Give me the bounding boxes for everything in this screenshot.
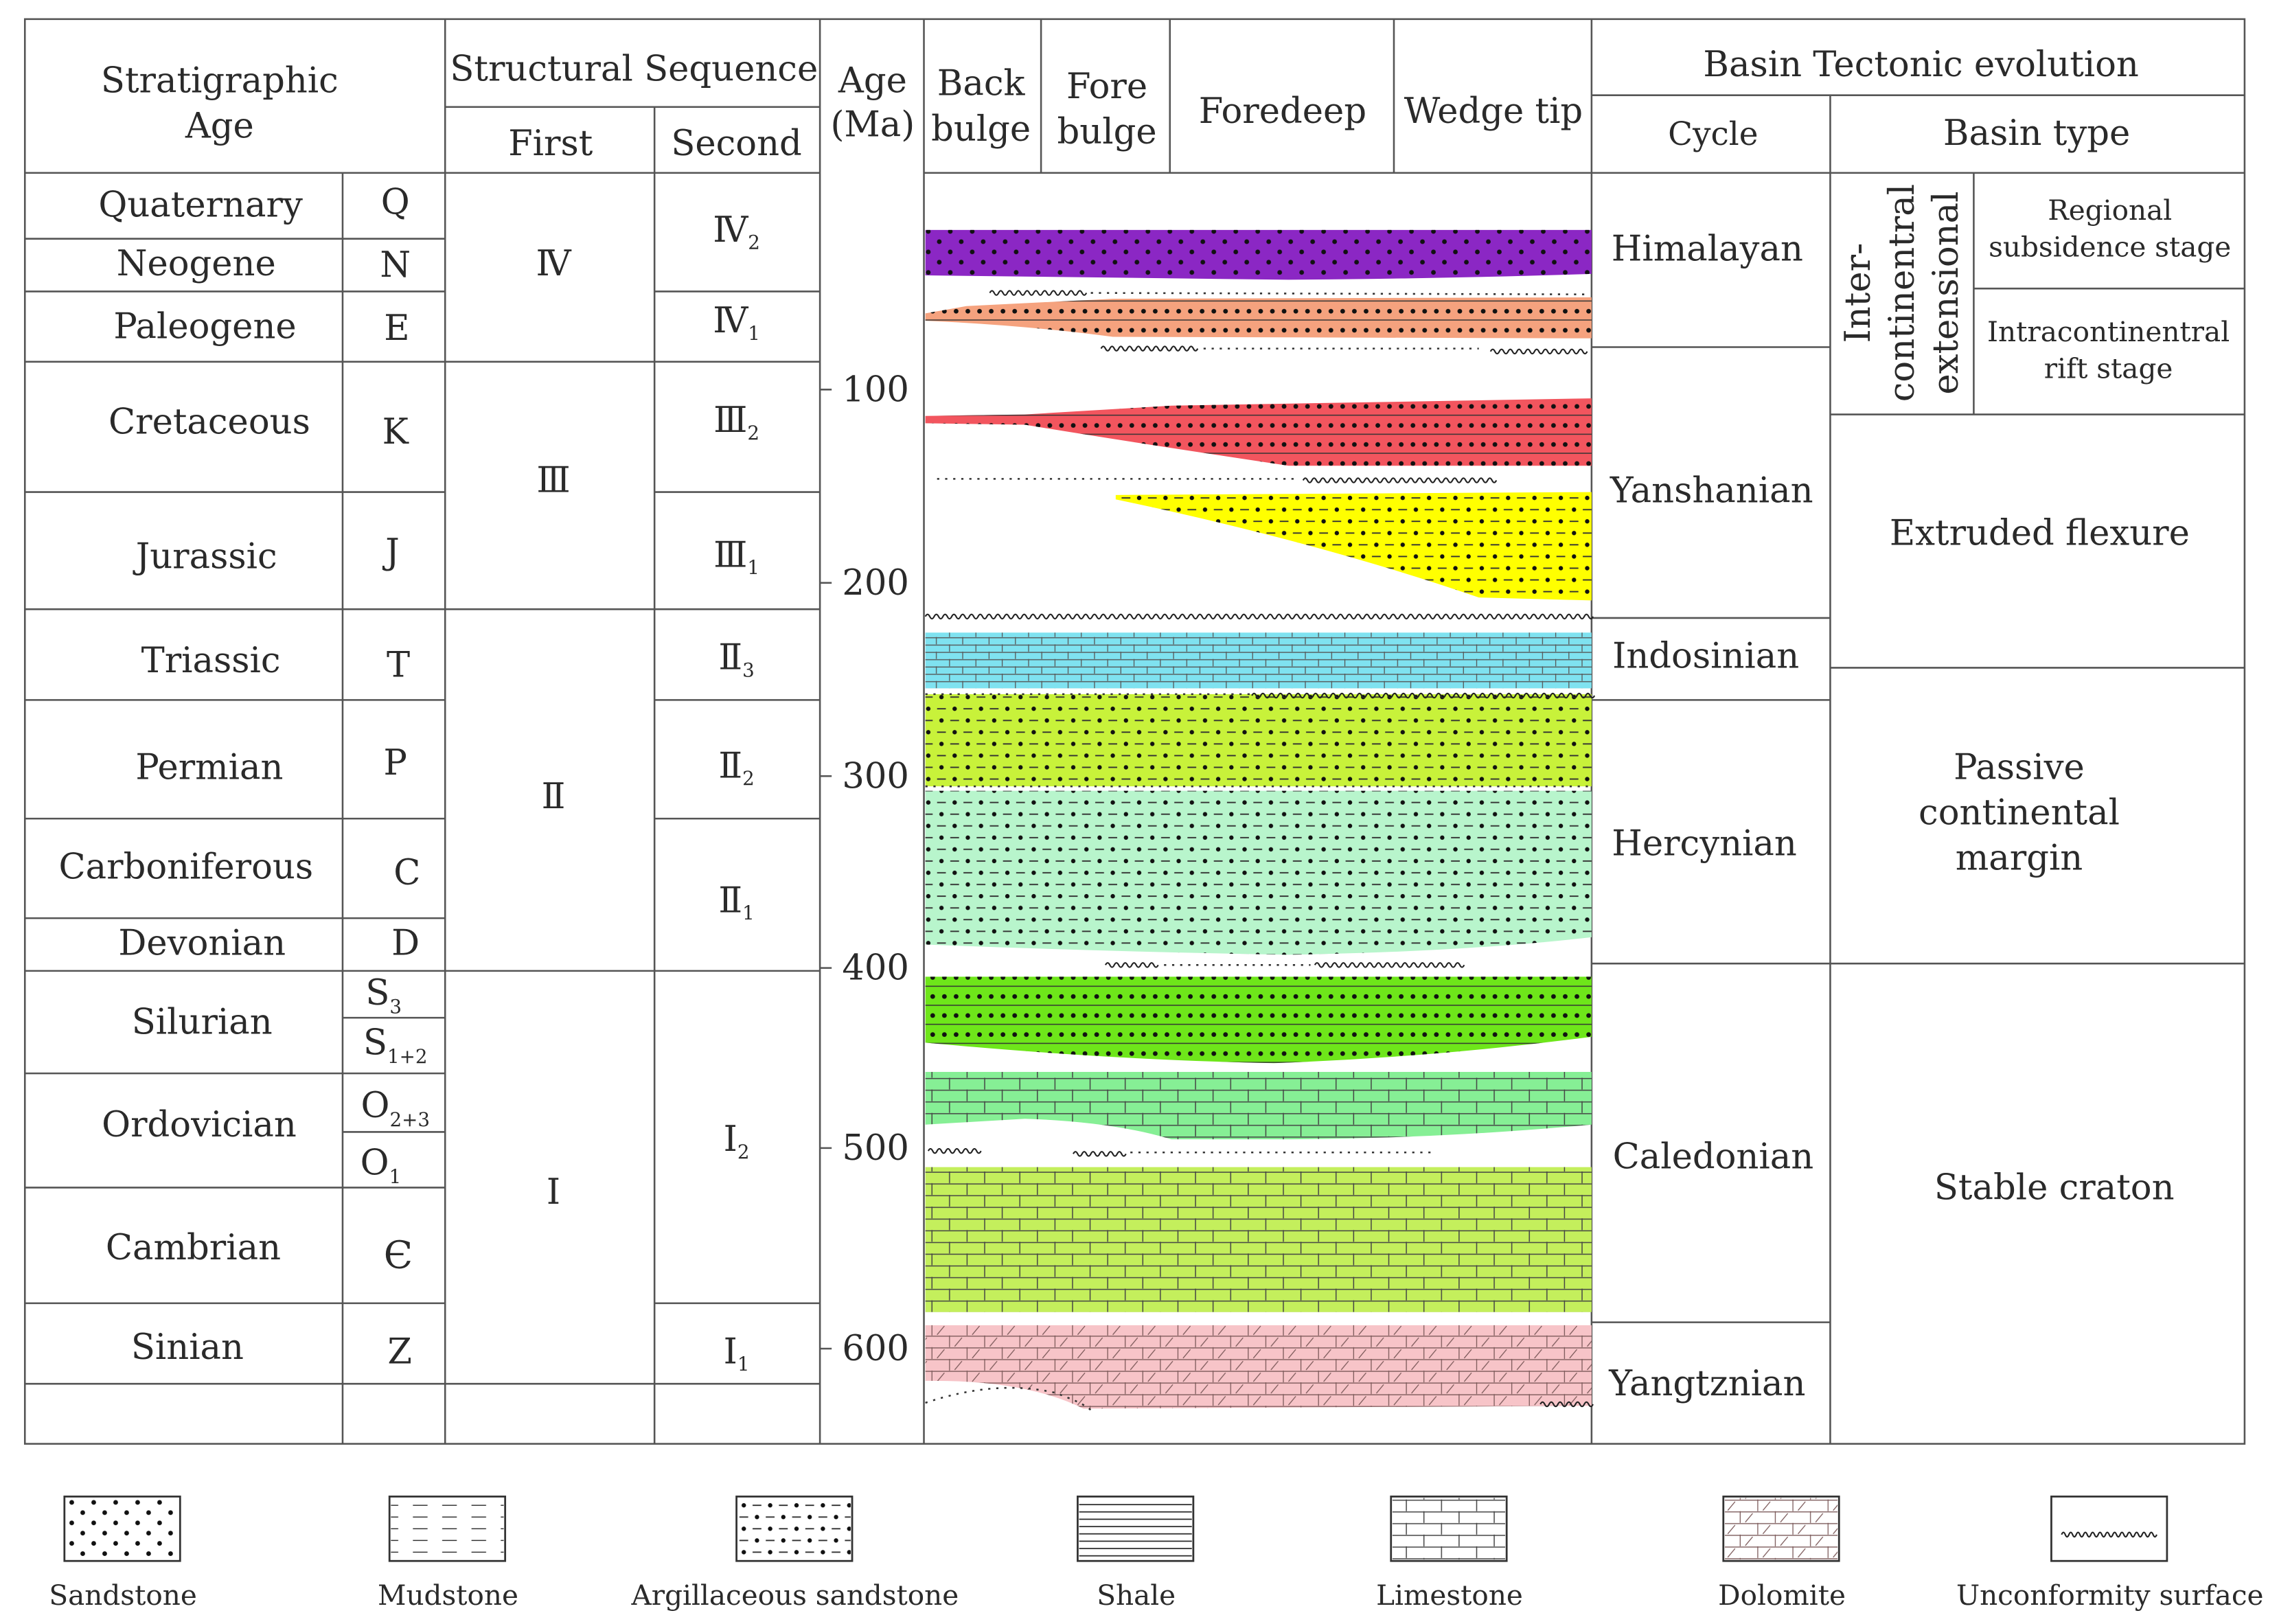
tectonic-cycle: Yanshanian [1610, 470, 1813, 512]
unconformity-surface-icon [2051, 1496, 2166, 1561]
header-fore-bulge: bulge [1057, 112, 1157, 153]
stratum-symbol: T [386, 645, 411, 686]
legend-item [378, 1496, 518, 1612]
stratum-name: Sinian [130, 1327, 244, 1368]
basin-group-label-line: continentral [1881, 183, 1923, 402]
second-sequence: $Ⅰ_1$ [723, 1331, 750, 1375]
stratum-name: Permian [135, 747, 284, 788]
stratum-name: Ordovician [102, 1104, 297, 1145]
stratum-symbol: K [382, 412, 409, 453]
header-stratigraphic-age: Age [185, 106, 254, 147]
stratum-symbol: $O_{2+3}$ [360, 1086, 430, 1131]
basin-intracontinental-rift: rift stage [2043, 352, 2173, 385]
stratum-name: Devonian [118, 923, 286, 964]
tectonic-cycle: Himalayan [1611, 229, 1803, 270]
legend-item [49, 1496, 196, 1612]
legend-label: Limestone [1376, 1579, 1523, 1612]
second-sequence: $Ⅰ_2$ [723, 1119, 750, 1163]
shale-icon-fill [1079, 1498, 1192, 1560]
header-stratigraphic-age: Stratigraphic [100, 60, 339, 102]
age-tick-label: 100 [842, 369, 909, 411]
legend-label: Dolomite [1718, 1579, 1846, 1612]
cambrian-layer-pattern [926, 1167, 1592, 1312]
second-sequence: $Ⅲ_2$ [713, 400, 760, 444]
unconformity-line [989, 290, 1086, 295]
stratum-symbol: C [393, 853, 421, 894]
header-wedge-tip: Wedge tip [1404, 91, 1583, 133]
age-tick-label: 300 [842, 756, 909, 797]
header-structural-sequence: Structural Sequence [450, 49, 818, 90]
jurassic-layer-pattern [1116, 492, 1592, 601]
header-first: First [508, 124, 593, 165]
basin-intracontinental-rift: Intracontinentral [1987, 314, 2230, 348]
cretaceous-layer-pattern [926, 398, 1592, 466]
header-back-bulge: Back [937, 63, 1025, 104]
first-sequence: Ⅳ [536, 243, 571, 284]
legend-item [630, 1496, 959, 1612]
tectonic-cycle: Hercynian [1612, 823, 1797, 865]
limestone-icon-fill [1393, 1498, 1505, 1560]
header-basin-tectonic-evolution: Basin Tectonic evolution [1703, 44, 2139, 85]
tectonic-cycle: Caledonian [1612, 1136, 1814, 1178]
legend [49, 1496, 2263, 1612]
age-tick-label: 600 [842, 1329, 909, 1370]
age-tick-label: 400 [842, 948, 909, 989]
stratum-name: Cambrian [105, 1227, 282, 1268]
stratum-symbol: Q [380, 182, 410, 223]
conformable-boundary [1091, 293, 1589, 295]
silurian-layer-pattern [926, 976, 1592, 1063]
header-basin-type: Basin type [1943, 113, 2131, 155]
basin-extruded-flexure: Extruded flexure [1889, 513, 2190, 554]
sinian-layer-pattern [926, 1325, 1592, 1409]
legend-label: Mudstone [378, 1579, 518, 1612]
lithology-section [926, 230, 1594, 1410]
stratum-name: Jurassic [135, 536, 277, 577]
stratum-name: Triassic [141, 640, 281, 681]
basin-passive-margin: Passive [1954, 747, 2085, 788]
unconformity-line [1491, 350, 1588, 354]
permian-layer-pattern [926, 694, 1592, 786]
legend-item [1077, 1496, 1193, 1612]
paleogene-layer-pattern [926, 297, 1592, 339]
unconformity-line [1303, 478, 1496, 482]
legend-item [1718, 1496, 1846, 1612]
basin-passive-margin: continental [1919, 792, 2120, 834]
carboniferous-devonian-layer-pattern [926, 791, 1592, 955]
unconformity-line [926, 615, 1593, 619]
first-sequence: Ⅲ [536, 460, 571, 501]
second-sequence: $Ⅳ_2$ [713, 209, 760, 254]
header-foredeep: Foredeep [1198, 91, 1367, 133]
legend-item [1956, 1496, 2263, 1612]
second-sequence: $Ⅲ_1$ [713, 535, 760, 579]
basin-group-label [1838, 184, 1967, 402]
header-age-ma: Age [838, 60, 907, 102]
ordovician-layer-pattern [926, 1072, 1592, 1139]
stratum-name: Quaternary [98, 185, 303, 226]
first-sequence: Ⅱ [541, 777, 566, 818]
stratum-name: Carboniferous [58, 847, 314, 888]
second-sequence: $Ⅱ_3$ [718, 637, 755, 682]
basin-group-label-line: extensional [1925, 191, 1967, 395]
header-cycle: Cycle [1668, 115, 1759, 154]
stratum-symbol: P [383, 743, 407, 784]
stratum-symbol: Є [383, 1233, 413, 1278]
basin-regional-subsidence: Regional [2048, 193, 2173, 227]
legend-label: Argillaceous sandstone [631, 1579, 959, 1612]
stratum-symbol: J [385, 532, 400, 573]
tectonic-cycle: Yangtznian [1609, 1364, 1806, 1405]
stratum-name: Silurian [131, 1002, 273, 1043]
legend-label: Shale [1097, 1579, 1176, 1612]
unconformity-line [1073, 1152, 1126, 1156]
neogene-layer-pattern [926, 230, 1592, 280]
stratum-symbol: N [380, 245, 411, 286]
stratum-name: Neogene [116, 243, 276, 284]
stratum-symbol: E [384, 308, 410, 349]
age-tick-label: 500 [842, 1128, 909, 1169]
dolomite-icon-fill [1725, 1498, 1837, 1560]
stratum-symbol: $O_1$ [360, 1143, 402, 1189]
stratum-name: Cretaceous [108, 402, 310, 443]
header-age-ma: (Ma) [830, 104, 915, 146]
header-second: Second [671, 124, 802, 165]
stratum-symbol: $S_3$ [365, 972, 402, 1018]
age-tick-label: 200 [842, 562, 909, 604]
basin-regional-subsidence: subsidence stage [1989, 230, 2232, 264]
second-sequence: $Ⅱ_2$ [718, 746, 755, 790]
legend-label: Unconformity surface [1956, 1579, 2264, 1612]
triassic-layer-pattern [926, 632, 1592, 688]
unconformity-line [1101, 346, 1198, 350]
unconformity-line [1106, 963, 1158, 967]
mudstone-icon-fill [391, 1498, 503, 1560]
basin-passive-margin: margin [1955, 838, 2083, 879]
legend-item [1376, 1496, 1523, 1612]
second-sequence: $Ⅳ_1$ [713, 301, 760, 345]
stratum-symbol: $S_{1+2}$ [363, 1022, 428, 1068]
header-back-bulge: bulge [931, 108, 1031, 150]
basin-group-label-line: Inter- [1838, 242, 1879, 343]
argillaceous-sandstone-icon-fill [738, 1498, 851, 1560]
stratum-symbol: D [391, 923, 420, 964]
legend-label: Sandstone [49, 1579, 197, 1612]
header-fore-bulge: Fore [1066, 66, 1148, 107]
unconformity-line [1315, 963, 1465, 967]
tectonic-cycle: Indosinian [1612, 636, 1800, 677]
second-sequence: $Ⅱ_1$ [718, 880, 755, 925]
stratum-symbol: Z [387, 1331, 412, 1373]
first-sequence: Ⅰ [546, 1171, 561, 1213]
unconformity-line [928, 1149, 981, 1153]
basin-stable-craton: Stable craton [1934, 1167, 2175, 1209]
stratum-name: Paleogene [113, 306, 297, 347]
sandstone-icon-fill [66, 1498, 179, 1560]
